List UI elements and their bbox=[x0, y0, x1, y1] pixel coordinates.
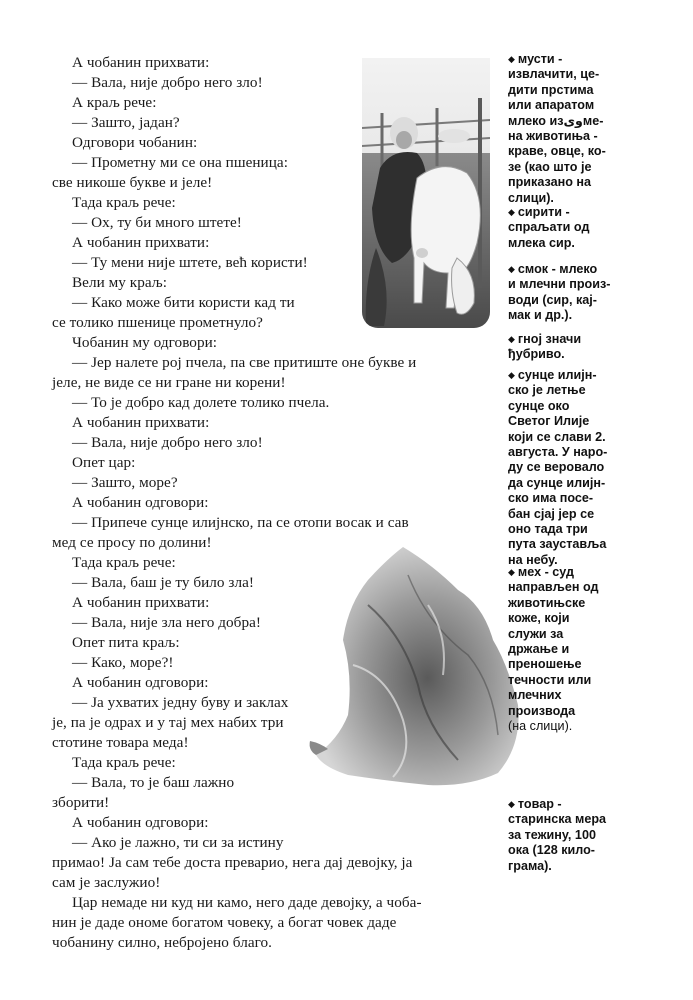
story-line: се толико пшенице прометнуло? bbox=[52, 314, 263, 331]
glossary-text: млеко изویме- bbox=[508, 113, 604, 128]
glossary-text: зе (као што је bbox=[508, 159, 592, 174]
story-line: — Вала, није зла него добра! bbox=[72, 614, 261, 631]
diamond-bullet-icon: ◆ bbox=[508, 54, 515, 64]
glossary-text: пута зауставља bbox=[508, 537, 607, 552]
glossary-text: производа bbox=[508, 703, 576, 718]
story-line: А чобанин прихвати: bbox=[72, 594, 210, 611]
glossary-text: мак и др.). bbox=[508, 308, 573, 323]
diamond-bullet-icon: ◆ bbox=[508, 799, 515, 809]
glossary-text: грама). bbox=[508, 858, 552, 873]
glossary-text: држање и bbox=[508, 642, 570, 657]
glossary-text: ско има посе- bbox=[508, 491, 594, 506]
story-line: Опет цар: bbox=[72, 454, 136, 471]
glossary-term: товар - bbox=[517, 797, 562, 811]
story-line: је, па је одрах и у тај мех набих три bbox=[52, 714, 284, 731]
story-line: А чобанин одговори: bbox=[72, 494, 209, 511]
glossary-text: преношење bbox=[508, 657, 582, 672]
story-line: — Вала, није добро него зло! bbox=[72, 434, 263, 451]
glossary-text: за тежину, 100 bbox=[508, 827, 596, 842]
glossary-text: на животиња - bbox=[508, 129, 598, 144]
story-line: — То је добро кад долете толико пчела. bbox=[72, 394, 330, 411]
story-line: А чобанин одговори: bbox=[72, 814, 209, 831]
glossary-text: ока (128 кило- bbox=[508, 843, 595, 858]
glossary-text: старинска мера bbox=[508, 812, 607, 827]
diamond-bullet-icon: ◆ bbox=[508, 334, 515, 344]
story-line: А краљ рече: bbox=[72, 94, 157, 111]
glossary-text: млечних bbox=[508, 688, 562, 703]
glossary-text: води (сир, кај- bbox=[508, 292, 597, 307]
glossary-text: који се слави 2. bbox=[508, 429, 606, 444]
story-line: Тада краљ рече: bbox=[72, 754, 176, 771]
glossary-term: смок - млеко bbox=[517, 262, 598, 276]
glossary-text: и млечни произ- bbox=[508, 277, 611, 292]
glossary-text: служи за bbox=[508, 626, 564, 641]
story-line: — Ох, ту би много штете! bbox=[72, 214, 242, 231]
story-line: примао! Ја сам тебе доста преварио, нега дај девојку, ја bbox=[52, 854, 413, 871]
glossary-text: краве, овце, ко- bbox=[508, 144, 606, 159]
glossary-text: на небу. bbox=[508, 552, 558, 567]
glossary-siriti bbox=[508, 205, 589, 251]
glossary-text: направљен од bbox=[508, 580, 599, 595]
story-line: јеле, не виде се ни гране ни корени! bbox=[52, 374, 286, 391]
story-line: Вели му краљ: bbox=[72, 274, 168, 291]
glossary-text: да сунце илијн- bbox=[508, 475, 606, 490]
glossary-text: оно тада три bbox=[508, 522, 588, 537]
glossary-term: сирити - bbox=[517, 205, 570, 219]
story-line: Чобанин му одговори: bbox=[72, 334, 218, 351]
story-line: — Зашто, јадан? bbox=[72, 114, 180, 131]
story-line: Тада краљ рече: bbox=[72, 554, 176, 571]
story-line: Опет пита краљ: bbox=[72, 634, 180, 651]
story-line: чобанину силно, небројено благо. bbox=[52, 934, 273, 951]
story-line: — Вала, баш је ту било зла! bbox=[72, 574, 254, 591]
story-line: — Ја ухватих једну буву и заклах bbox=[72, 694, 289, 711]
story-line: — Како може бити користи кад ти bbox=[72, 294, 295, 311]
glossary-text: ђубриво. bbox=[508, 347, 565, 362]
glossary-smok bbox=[508, 262, 610, 324]
story-line: — Како, море?! bbox=[72, 654, 174, 671]
story-line: стотине товара меда! bbox=[52, 734, 189, 751]
story-line: — Припече сунце илијнско, па се отопи восак и сав bbox=[72, 514, 409, 531]
glossary-text: слици). bbox=[508, 190, 554, 205]
glossary-tovar bbox=[508, 797, 606, 874]
glossary-gnoj bbox=[508, 332, 581, 363]
glossary-musti bbox=[508, 52, 606, 206]
glossary-text: ду се веровало bbox=[508, 460, 605, 475]
glossary-text: августа. У наро- bbox=[508, 445, 608, 460]
story-line: сам је заслужио! bbox=[52, 874, 161, 891]
glossary-text: коже, који bbox=[508, 611, 570, 626]
diamond-bullet-icon: ◆ bbox=[508, 264, 515, 274]
story-line: — Јер налете рој пчела, па све притиште оне букве и bbox=[72, 354, 417, 371]
glossary-term: мех - суд bbox=[517, 565, 574, 579]
glossary-text: животињске bbox=[508, 595, 586, 610]
story-line: А чобанин прихвати: bbox=[72, 54, 210, 71]
glossary-term: мусти - bbox=[517, 52, 563, 66]
story-line: — Ако је лажно, ти си за истину bbox=[72, 834, 284, 851]
story-line: — Вала, није добро него зло! bbox=[72, 74, 263, 91]
glossary-text: дити прстима bbox=[508, 82, 594, 97]
story-line: све никоше букве и јеле! bbox=[52, 174, 213, 191]
story-line: А чобанин одговори: bbox=[72, 674, 209, 691]
story-line: зборити! bbox=[52, 794, 110, 811]
glossary-text: течности или bbox=[508, 672, 592, 687]
story-line: — Вала, то је баш лажно bbox=[72, 774, 235, 791]
glossary-text: ско је летње bbox=[508, 383, 586, 398]
glossary-text: приказано на bbox=[508, 175, 592, 190]
glossary-meh bbox=[508, 565, 599, 734]
glossary-text: сунце око bbox=[508, 398, 570, 413]
story-line: — Прометну ми се она пшеница: bbox=[72, 154, 288, 171]
story-line: Тада краљ рече: bbox=[72, 194, 176, 211]
glossary-text: бан сјај јер се bbox=[508, 506, 595, 521]
story-line: — Зашто, море? bbox=[72, 474, 178, 491]
glossary-sunce-ilijnsko bbox=[508, 368, 607, 568]
glossary-text: Светог Илије bbox=[508, 414, 590, 429]
glossary-term: гној значи bbox=[517, 332, 582, 346]
glossary-text: млека сир. bbox=[508, 235, 575, 250]
story-line: А чобанин прихвати: bbox=[72, 234, 210, 251]
glossary-text: или апаратом bbox=[508, 98, 595, 113]
diamond-bullet-icon: ◆ bbox=[508, 567, 515, 577]
story-line: Цар немаде ни куд ни камо, него даде девојку, а чоба- bbox=[72, 894, 422, 911]
glossary-term: сунце илијн- bbox=[517, 368, 597, 382]
story-line: нин је даде ономе богатом човеку, а богат човек даде bbox=[52, 914, 397, 931]
glossary-text: спраљати од bbox=[508, 220, 590, 235]
glossary-text: (на слици). bbox=[508, 719, 573, 734]
story-line: — Ту мени није штете, већ користи! bbox=[72, 254, 308, 271]
story-line: Одговори чобанин: bbox=[72, 134, 198, 151]
glossary-text: извлачити, це- bbox=[508, 67, 600, 82]
diamond-bullet-icon: ◆ bbox=[508, 207, 515, 217]
diamond-bullet-icon: ◆ bbox=[508, 370, 515, 380]
story-line: мед се просу по долини! bbox=[52, 534, 212, 551]
story-line: А чобанин прихвати: bbox=[72, 414, 210, 431]
